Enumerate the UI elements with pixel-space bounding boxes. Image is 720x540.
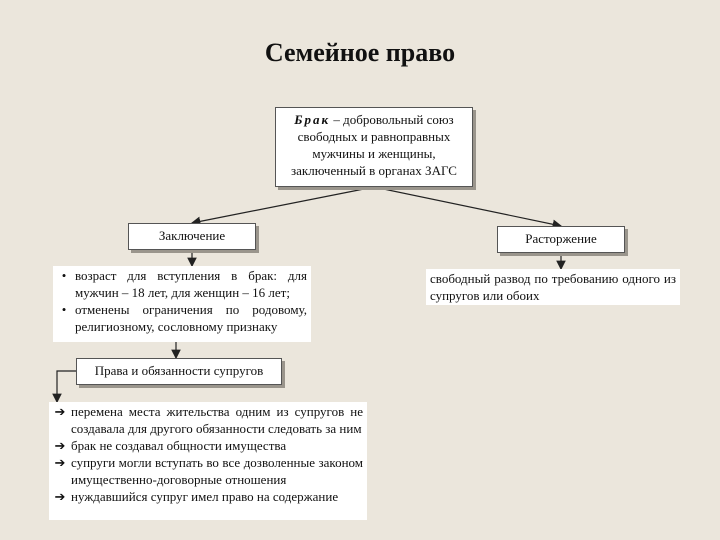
- dissolution-text: свободный развод по требованию одного из супругов или обоих: [426, 269, 680, 305]
- arrow-right-icon: ➔: [54, 489, 66, 504]
- rights-list: [49, 402, 367, 520]
- connector-to-dissolution: [374, 187, 561, 226]
- definition-text: – добровольный союз свободных и равноправных мужчины и женщины, заключенный в органах ЗАГС: [291, 112, 457, 178]
- dissolution-label-box: Расторжение: [497, 226, 625, 253]
- definition-term: Брак: [294, 112, 331, 127]
- list-item: • возраст для вступления в брак: для мужчин – 18 лет, для женщин – 16 лет;: [57, 267, 307, 301]
- conclusion-list: [53, 266, 311, 342]
- list-item: ➔ перемена места жительства одним из супругов не создавала для другого обязанности следовать за ним: [54, 404, 363, 436]
- arrow-right-icon: ➔: [54, 438, 66, 453]
- connector-rights-list: [57, 371, 76, 402]
- connector-to-conclusion: [192, 187, 374, 223]
- list-item: • отменены ограничения по родовому, религиозному, сословному признаку: [57, 301, 307, 335]
- marriage-definition-box: [275, 107, 473, 187]
- conclusion-label-box: Заключение: [128, 223, 256, 250]
- page-title: Семейное право: [264, 38, 456, 67]
- arrow-right-icon: ➔: [54, 455, 66, 470]
- list-item: ➔ нуждавшийся супруг имел право на содержание: [54, 489, 339, 504]
- bullet-dot-icon: •: [61, 302, 67, 317]
- rights-label-box: Права и обязанности супругов: [76, 358, 282, 385]
- list-item: ➔ супруги могли вступать во все дозволенные законом имущественно-договорные отношения: [54, 455, 363, 487]
- list-item: ➔ брак не создавал общности имущества: [54, 438, 287, 453]
- arrow-right-icon: ➔: [54, 404, 66, 419]
- bullet-dot-icon: •: [61, 268, 67, 283]
